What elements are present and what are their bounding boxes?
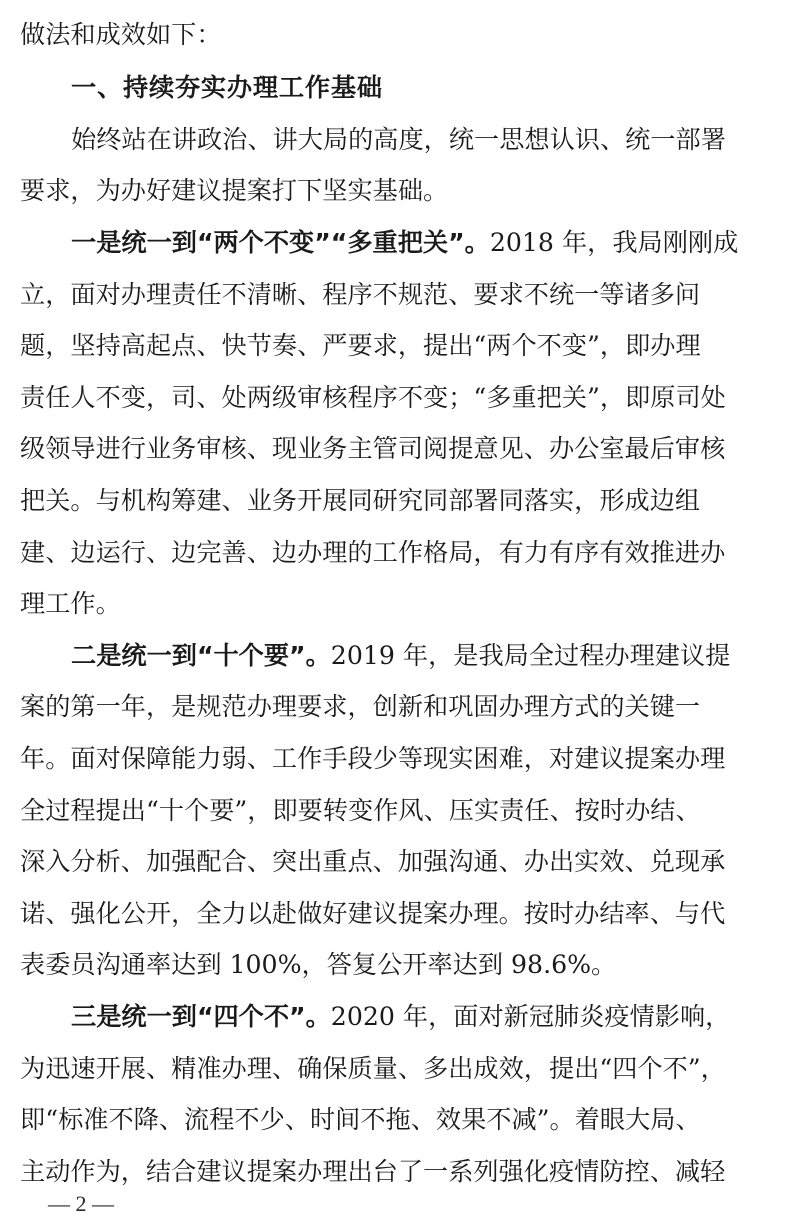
- text-line: 即“标准不降、流程不少、时间不拖、效果不减”。着眼大局、: [20, 1105, 701, 1134]
- section-heading: 一、持续夯实办理工作基础: [71, 73, 383, 102]
- text-line: 深入分析、加强配合、突出重点、加强沟通、办出实效、兑现承: [20, 847, 726, 876]
- text-line: 诺、强化公开，全力以赴做好建议提案办理。按时办结率、与代: [20, 899, 726, 928]
- point-heading: 一是统一到“两个不变”“多重把关”。: [71, 228, 490, 257]
- text-line: 题，坚持高起点、快节奏、严要求，提出“两个不变”，即办理: [20, 331, 701, 360]
- text-line: 要求，为办好建议提案打下坚实基础。: [20, 176, 449, 205]
- paragraph-line: [71, 226, 738, 260]
- text-line: 做法和成效如下：: [20, 20, 222, 49]
- point-text: 2018 年，我局刚刚成: [489, 228, 739, 257]
- point-heading: 三是统一到“四个不”。: [71, 1002, 331, 1031]
- text-line: 年。面对保障能力弱、工作手段少等现实困难，对建议提案办理: [20, 744, 726, 773]
- text-line: 责任人不变，司、处两级审核程序不变；“多重把关”，即原司处: [20, 383, 726, 412]
- point-text: 2020 年，面对新冠肺炎疫情影响，: [330, 1002, 731, 1031]
- paragraph-line: [71, 639, 730, 673]
- point-text: 2019 年，是我局全过程办理建议提: [330, 641, 731, 670]
- text-line: 级领导进行业务审核、现业务主管司阅提意见、办公室最后审核: [20, 434, 726, 463]
- text-line: 把关。与机构筹建、业务开展同研究同部署同落实，形成边组: [20, 486, 701, 515]
- text-line: 案的第一年，是规范办理要求，创新和巩固办理方式的关键一: [20, 692, 701, 721]
- text-line: 立，面对办理责任不清晰、程序不规范、要求不统一等诸多问: [20, 280, 701, 309]
- point-heading: 二是统一到“十个要”。: [71, 641, 331, 670]
- text-line: 全过程提出“十个要”，即要转变作风、压实责任、按时办结、: [20, 796, 701, 825]
- page-number: — 2 —: [48, 1191, 114, 1216]
- text-line: 表委员沟通率达到 100%，答复公开率达到 98.6%。: [20, 950, 617, 979]
- text-line: 为迅速开展、精准办理、确保质量、多出成效，提出“四个不”，: [20, 1054, 726, 1083]
- paragraph-line: [71, 1000, 730, 1034]
- text-line: 始终站在讲政治、讲大局的高度，统一思想认识、统一部署: [71, 125, 726, 154]
- text-line: 主动作为，结合建议提案办理出台了一系列强化疫情防控、减轻: [20, 1157, 726, 1186]
- text-line: 理工作。: [20, 589, 121, 618]
- text-line: 建、边运行、边完善、边办理的工作格局，有力有序有效推进办: [20, 538, 726, 567]
